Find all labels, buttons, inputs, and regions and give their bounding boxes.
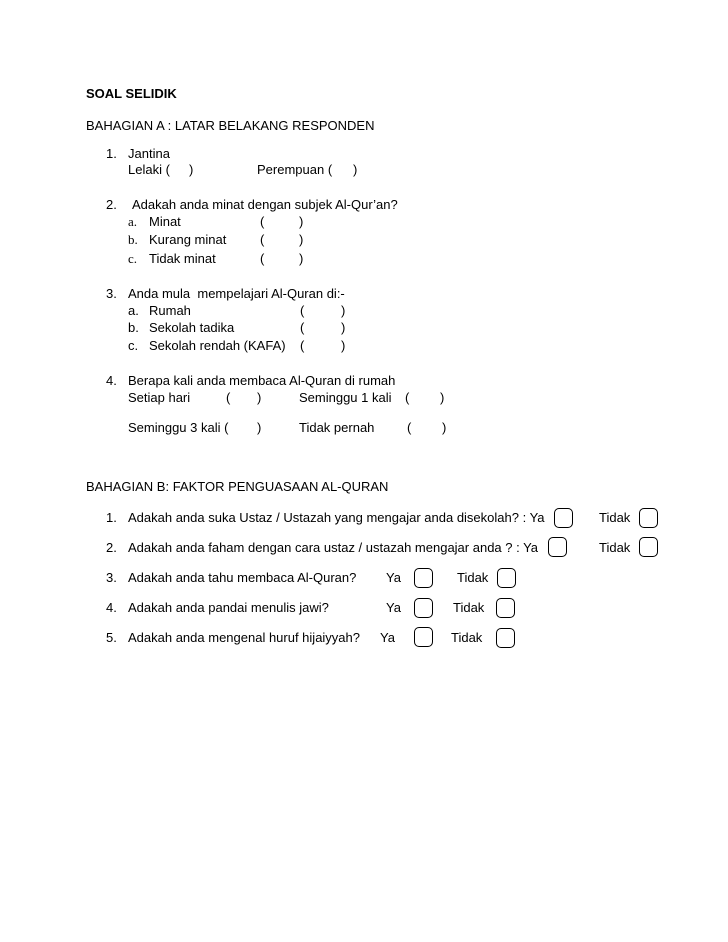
b1-tidak-label: Tidak	[599, 510, 631, 525]
q1-option-lelaki-close: )	[189, 162, 194, 177]
b3-tidak-checkbox[interactable]	[497, 568, 516, 588]
b4-number: 4.	[106, 600, 117, 615]
b1-ya-checkbox[interactable]	[554, 508, 573, 528]
q3-option-b-label: Sekolah tadika	[149, 320, 235, 335]
q3-option-c-close: )	[341, 338, 346, 353]
section-b-heading: BAHAGIAN B: FAKTOR PENGUASAAN AL-QURAN	[86, 479, 389, 494]
q4-option-seminggu-1: Seminggu 1 kali	[299, 390, 392, 405]
b2-text: Adakah anda faham dengan cara ustaz / ustazah mengajar anda ? : Ya	[128, 540, 539, 555]
q2-option-a-letter: a.	[128, 214, 138, 229]
b2-number: 2.	[106, 540, 117, 555]
q3-option-a-close: )	[341, 303, 346, 318]
q4-option-tidak-pernah-open: (	[407, 420, 412, 435]
q3-option-b-letter: b.	[128, 320, 139, 335]
q4-number: 4.	[106, 373, 117, 388]
q2-option-c-letter: c.	[128, 251, 138, 266]
document-title: SOAL SELIDIK	[86, 86, 177, 101]
q4-option-tidak-pernah-close: )	[442, 420, 447, 435]
q2-option-b-close: )	[299, 232, 304, 247]
b5-tidak-checkbox[interactable]	[496, 628, 515, 648]
q2-option-c-close: )	[299, 251, 304, 266]
q1-text: Jantina	[128, 146, 170, 161]
b4-ya-checkbox[interactable]	[414, 598, 433, 618]
q4-option-setiap-hari-open: (	[226, 390, 231, 405]
q1-option-perempuan: Perempuan (	[257, 162, 333, 177]
q2-option-a-close: )	[299, 214, 304, 229]
b3-ya-checkbox[interactable]	[414, 568, 433, 588]
b2-tidak-checkbox[interactable]	[639, 537, 658, 557]
q3-option-b-open: (	[300, 320, 305, 335]
b4-tidak-checkbox[interactable]	[496, 598, 515, 618]
q3-option-b-close: )	[341, 320, 346, 335]
q1-option-lelaki: Lelaki (	[128, 162, 170, 177]
b5-ya-label: Ya	[380, 630, 395, 645]
q4-option-tidak-pernah: Tidak pernah	[299, 420, 375, 435]
q2-option-b-open: (	[260, 232, 265, 247]
q3-option-a-letter: a.	[128, 303, 139, 318]
q4-option-seminggu-1-close: )	[440, 390, 445, 405]
q3-option-a-label: Rumah	[149, 303, 191, 318]
q4-option-setiap-hari: Setiap hari	[128, 390, 191, 405]
q3-text: Anda mula mempelajari Al-Quran di:-	[128, 286, 345, 301]
q3-option-a-open: (	[300, 303, 305, 318]
q2-option-b-label: Kurang minat	[149, 232, 227, 247]
q1-option-perempuan-close: )	[353, 162, 358, 177]
q4-text: Berapa kali anda membaca Al-Quran di rumah	[128, 373, 396, 388]
q1-number: 1.	[106, 146, 117, 161]
b4-text: Adakah anda pandai menulis jawi?	[128, 600, 329, 615]
q2-option-a-open: (	[260, 214, 265, 229]
b3-text: Adakah anda tahu membaca Al-Quran?	[128, 570, 357, 585]
b3-number: 3.	[106, 570, 117, 585]
q2-option-c-open: (	[260, 251, 265, 266]
b3-tidak-label: Tidak	[457, 570, 489, 585]
q3-option-c-label: Sekolah rendah (KAFA)	[149, 338, 286, 353]
q4-option-seminggu-1-open: (	[405, 390, 410, 405]
b4-tidak-label: Tidak	[453, 600, 485, 615]
b5-ya-checkbox[interactable]	[414, 627, 433, 647]
q2-option-b-letter: b.	[128, 232, 138, 247]
q3-option-c-open: (	[300, 338, 305, 353]
q2-text: Adakah anda minat dengan subjek Al-Qur’an?	[132, 197, 398, 212]
q3-number: 3.	[106, 286, 117, 301]
b1-number: 1.	[106, 510, 117, 525]
q2-option-a-label: Minat	[149, 214, 181, 229]
b5-tidak-label: Tidak	[451, 630, 483, 645]
b5-text: Adakah anda mengenal huruf hijaiyyah?	[128, 630, 361, 645]
b2-ya-checkbox[interactable]	[548, 537, 567, 557]
q2-option-c-label: Tidak minat	[149, 251, 216, 266]
q4-option-seminggu-3: Seminggu 3 kali (	[128, 420, 229, 435]
b2-tidak-label: Tidak	[599, 540, 631, 555]
q3-option-c-letter: c.	[128, 338, 139, 353]
b1-tidak-checkbox[interactable]	[639, 508, 658, 528]
b3-ya-label: Ya	[386, 570, 401, 585]
section-a-heading: BAHAGIAN A : LATAR BELAKANG RESPONDEN	[86, 118, 375, 133]
b5-number: 5.	[106, 630, 117, 645]
b4-ya-label: Ya	[386, 600, 401, 615]
b1-text: Adakah anda suka Ustaz / Ustazah yang mengajar anda disekolah? : Ya	[128, 510, 545, 525]
q2-number: 2.	[106, 197, 117, 212]
q4-option-setiap-hari-close: )	[257, 390, 262, 405]
q4-option-seminggu-3-close: )	[257, 420, 262, 435]
